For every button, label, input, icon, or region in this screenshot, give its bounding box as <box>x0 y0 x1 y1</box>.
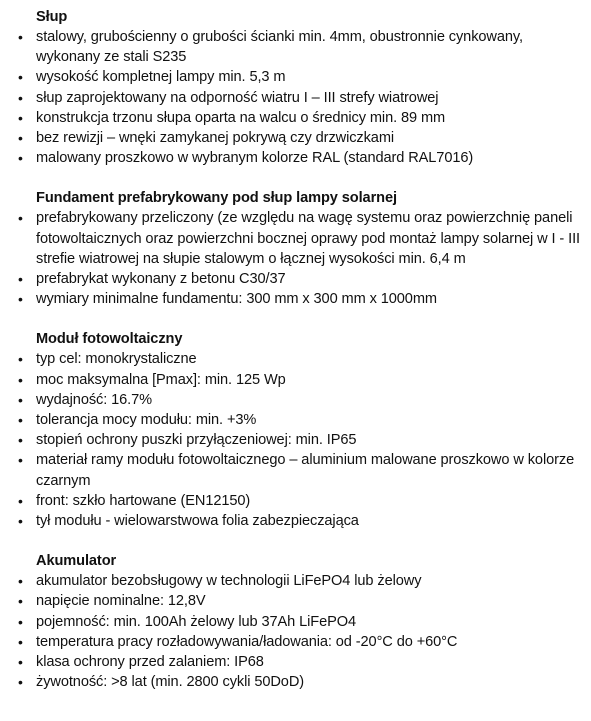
list-item <box>0 67 591 87</box>
list-item-text: pojemność: min. 100Ah żelowy lub 37Ah LiFePO4 <box>36 613 356 630</box>
list-item-text: stalowy, grubościenny o grubości ścianki min. 4mm, obustronnie cynkowany, wykonany ze stali S235 <box>36 29 523 66</box>
list-item <box>0 632 591 652</box>
bullet-icon: • <box>18 492 23 509</box>
list-item-text: prefabrykowany przeliczony (ze względu na wagę systemu oraz powierzchnię paneli fotowoltaicznych oraz powierzchni bocznej oprawy pod montaż lampy solarnej w I - III strefie wiatrowej na słupie stalowym o łącznej wysokości min. 6,4 m <box>36 210 580 267</box>
bullet-icon: • <box>18 573 23 590</box>
bullet-list <box>0 571 591 692</box>
bullet-list <box>0 27 591 168</box>
section-slup <box>0 7 591 168</box>
bullet-list <box>0 349 591 531</box>
list-item <box>0 652 591 672</box>
list-item <box>0 370 591 390</box>
list-item <box>0 672 591 692</box>
bullet-icon: • <box>18 412 23 429</box>
list-item <box>0 430 591 450</box>
list-item-text: żywotność: >8 lat (min. 2800 cykli 50DoD) <box>36 674 305 691</box>
list-item-text: akumulator bezobsługowy w technologii LiFePO4 lub żelowy <box>36 573 422 590</box>
list-item-text: wydajność: 16.7% <box>36 391 153 408</box>
list-item <box>0 410 591 430</box>
bullet-icon: • <box>18 452 23 469</box>
list-item <box>0 289 591 309</box>
list-item-text: konstrukcja trzonu słupa oparta na walcu o średnicy min. 89 mm <box>36 109 446 126</box>
list-item-text: temperatura pracy rozładowywania/ładowania: od -20°C do +60°C <box>36 633 458 650</box>
section-heading: Moduł fotowoltaiczny <box>36 331 183 348</box>
list-item <box>0 27 591 67</box>
list-item-text: słup zaprojektowany na odporność wiatru I – III strefy wiatrowej <box>36 89 439 106</box>
list-item <box>0 390 591 410</box>
list-item-text: typ cel: monokrystaliczne <box>36 351 197 368</box>
list-item-text: klasa ochrony przed zalaniem: IP68 <box>36 654 264 671</box>
bullet-icon: • <box>18 29 23 45</box>
list-item <box>0 128 591 148</box>
bullet-icon: • <box>18 210 23 227</box>
bullet-icon: • <box>18 109 23 126</box>
bullet-icon: • <box>18 432 23 449</box>
bullet-icon: • <box>18 391 23 408</box>
bullet-icon: • <box>18 674 23 691</box>
bullet-icon: • <box>18 633 23 650</box>
bullet-icon: • <box>18 89 23 106</box>
list-item-text: prefabrykat wykonany z betonu C30/37 <box>36 271 286 288</box>
list-item-text: malowany proszkowo w wybranym kolorze RAL (standard RAL7016) <box>36 150 474 167</box>
list-item <box>0 269 591 289</box>
list-item <box>0 108 591 128</box>
list-item-text: stopień ochrony puszki przyłączeniowej: min. IP65 <box>36 432 357 449</box>
list-item <box>0 612 591 632</box>
list-item <box>0 208 591 269</box>
list-item-text: bez rewizji – wnęki zamykanej pokrywą czy drzwiczkami <box>36 130 395 147</box>
bullet-icon: • <box>18 371 23 388</box>
bullet-icon: • <box>18 130 23 147</box>
list-item <box>0 491 591 511</box>
bullet-icon: • <box>18 150 23 167</box>
section-akumulator <box>0 551 591 692</box>
section-fundament <box>0 188 591 309</box>
list-item-text: tył modułu - wielowarstwowa folia zabezpieczająca <box>36 513 359 530</box>
list-item-text: materiał ramy modułu fotowoltaicznego – aluminium malowane proszkowo w kolorze czarnym <box>36 452 575 489</box>
bullet-list <box>0 208 591 309</box>
list-item <box>0 511 591 531</box>
list-item-text: wymiary minimalne fundamentu: 300 mm x 300 mm x 1000mm <box>36 291 437 308</box>
list-item-text: moc maksymalna [Pmax]: min. 125 Wp <box>36 371 286 388</box>
section-modul-fotowoltaiczny <box>0 329 591 531</box>
section-heading: Akumulator <box>36 553 117 570</box>
bullet-icon: • <box>18 593 23 610</box>
list-item-text: tolerancja mocy modułu: min. +3% <box>36 412 257 429</box>
section-heading: Fundament prefabrykowany pod słup lampy solarnej <box>36 190 397 207</box>
list-item-text: front: szkło hartowane (EN12150) <box>36 492 251 509</box>
list-item <box>0 571 591 591</box>
bullet-icon: • <box>18 613 23 630</box>
bullet-icon: • <box>18 291 23 308</box>
bullet-icon: • <box>18 271 23 288</box>
list-item <box>0 148 591 168</box>
list-item <box>0 349 591 369</box>
list-item <box>0 591 591 611</box>
bullet-icon: • <box>18 513 23 530</box>
list-item-text: napięcie nominalne: 12,8V <box>36 593 206 610</box>
bullet-icon: • <box>18 351 23 368</box>
list-item <box>0 88 591 108</box>
bullet-icon: • <box>18 654 23 671</box>
list-item-text: wysokość kompletnej lampy min. 5,3 m <box>36 69 286 86</box>
list-item <box>0 450 591 490</box>
section-heading: Słup <box>36 9 68 25</box>
bullet-icon: • <box>18 69 23 86</box>
